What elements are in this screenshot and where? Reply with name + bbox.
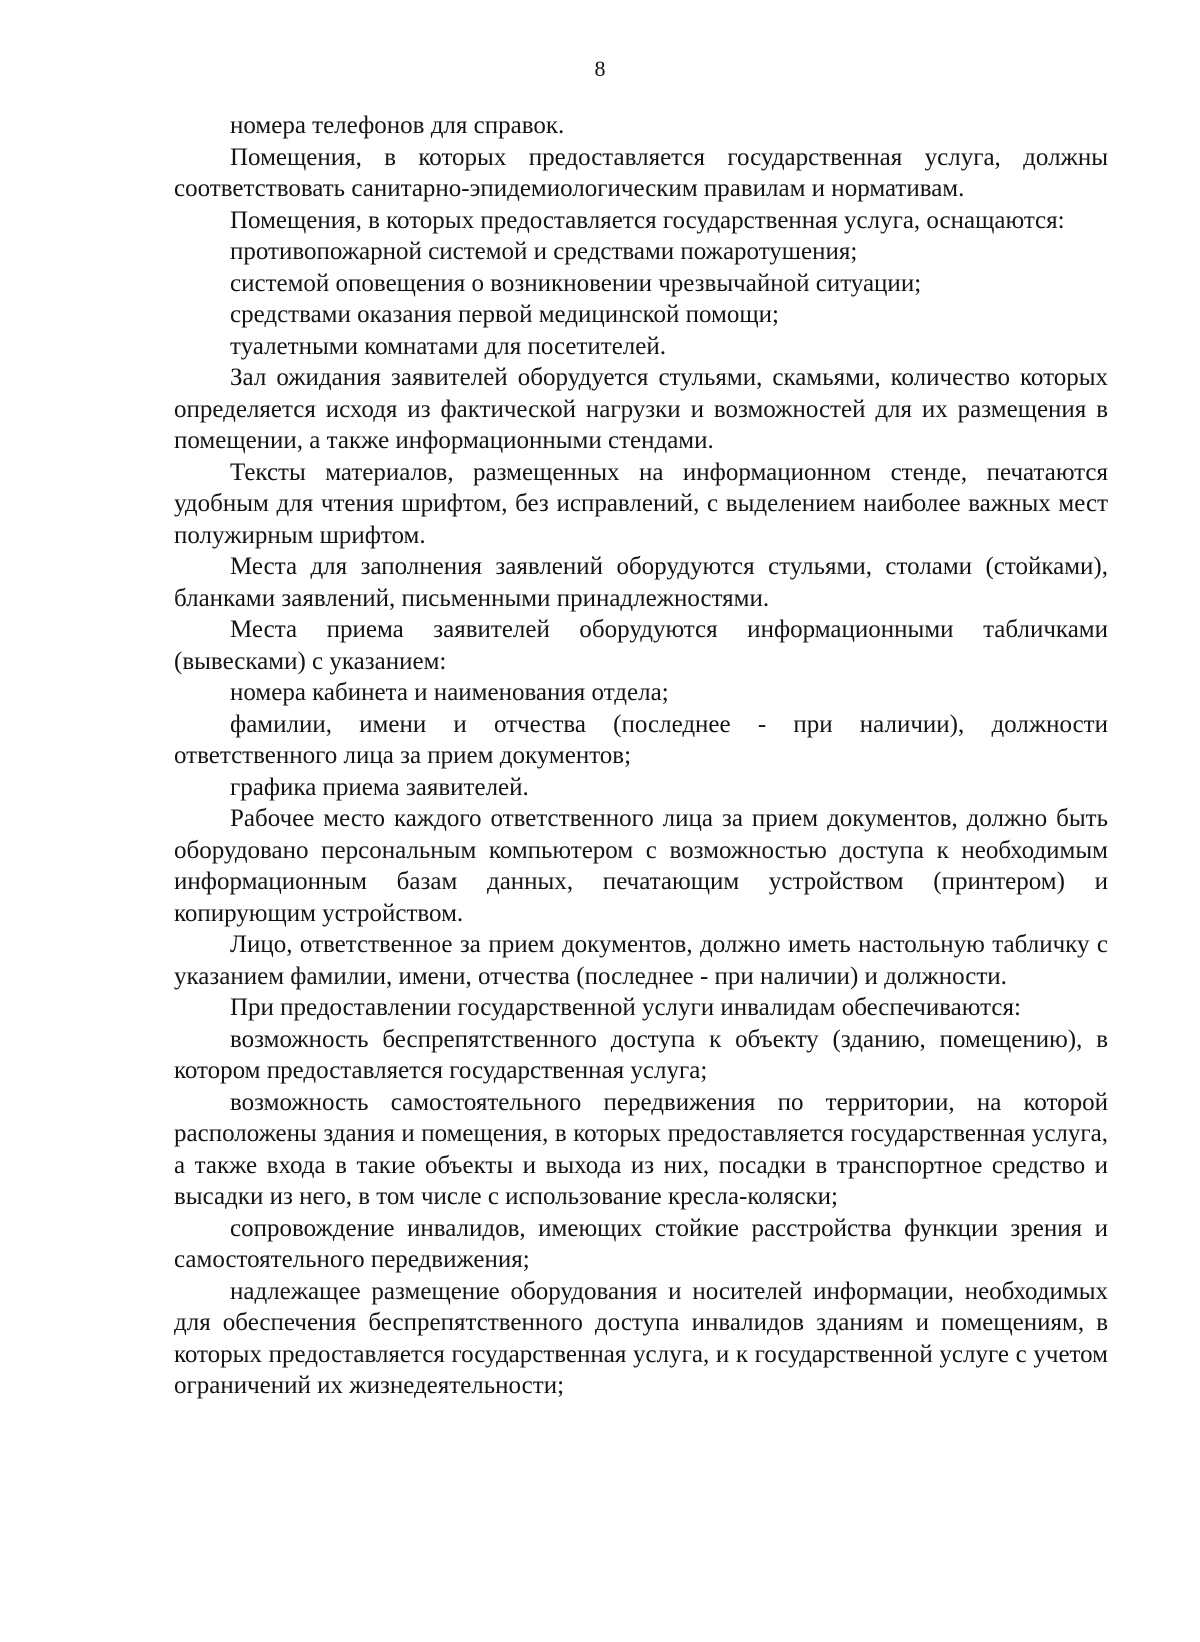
list-item: фамилии, имени и отчества (последнее - при наличии), должности ответственного лица за прием документов; <box>174 710 1108 769</box>
list-item: средствами оказания первой медицинской помощи; <box>230 301 779 328</box>
paragraph: номера телефонов для справок. <box>230 112 565 139</box>
paragraph: Помещения, в которых предоставляется государственная услуга, оснащаются: <box>230 206 1065 234</box>
paragraph: Лицо, ответственное за прием документов, должно иметь настольную табличку с указанием фамилии, имени, отчества (последнее - при наличии) и должности. <box>174 931 1108 990</box>
list-item: противопожарной системой и средствами пожаротушения; <box>230 238 858 265</box>
list-item: сопровождение инвалидов, имеющих стойкие расстройства функции зрения и самостоятельного передвижения; <box>174 1214 1108 1273</box>
list-item: надлежащее размещение оборудования и носителей информации, необходимых для обеспечения беспрепятственного доступа инвалидов зданиям и помещениям, в которых предоставляется государственная услуга, и к государственной услуге с учетом ограничений их жизнедеятельности; <box>174 1277 1108 1399</box>
paragraph: Помещения, в которых предоставляется государственная услуга, должны соответствовать санитарно-эпидемиологическим правилам и нормативам. <box>174 143 1108 202</box>
paragraph: Места приема заявителей оборудуются информационными табличками (вывесками) с указанием: <box>174 616 1108 675</box>
paragraph: Места для заполнения заявлений оборудуются стульями, столами (стойками), бланками заявлений, письменными принадлежностями. <box>174 553 1108 612</box>
paragraph: Рабочее место каждого ответственного лица за прием документов, должно быть оборудовано персональным компьютером с возможностью доступа к необходимым информационным базам данных, печатающим устройством (принтером) и копирующим устройством. <box>174 805 1108 927</box>
paragraph: При предоставлении государственной услуги инвалидам обеспечиваются: <box>230 994 1021 1021</box>
list-item: возможность беспрепятственного доступа к объекту (зданию, помещению), в котором предоставляется государственная услуга; <box>174 1025 1108 1084</box>
list-item: номера кабинета и наименования отдела; <box>230 679 669 706</box>
list-item: системой оповещения о возникновении чрезвычайной ситуации; <box>230 269 922 297</box>
document-body <box>174 110 1108 1402</box>
list-item: туалетными комнатами для посетителей. <box>230 332 666 360</box>
list-item: графика приема заявителей. <box>230 773 529 801</box>
page-number: 8 <box>594 56 606 81</box>
list-item: возможность самостоятельного передвижения по территории, на которой расположены здания и помещения, в которых предоставляется государственная услуга, а также входа в такие объекты и выхода из них, посадки в транспортное средство и высадки из него, в том числе с использование кресла-коляски; <box>174 1088 1108 1210</box>
paragraph: Зал ожидания заявителей оборудуется стульями, скамьями, количество которых определяется исходя из фактической нагрузки и возможностей для их размещения в помещении, а также информационными стендами. <box>174 364 1108 454</box>
paragraph: Тексты материалов, размещенных на информационном стенде, печатаются удобным для чтения шрифтом, без исправлений, с выделением наиболее важных мест полужирным шрифтом. <box>174 458 1108 549</box>
